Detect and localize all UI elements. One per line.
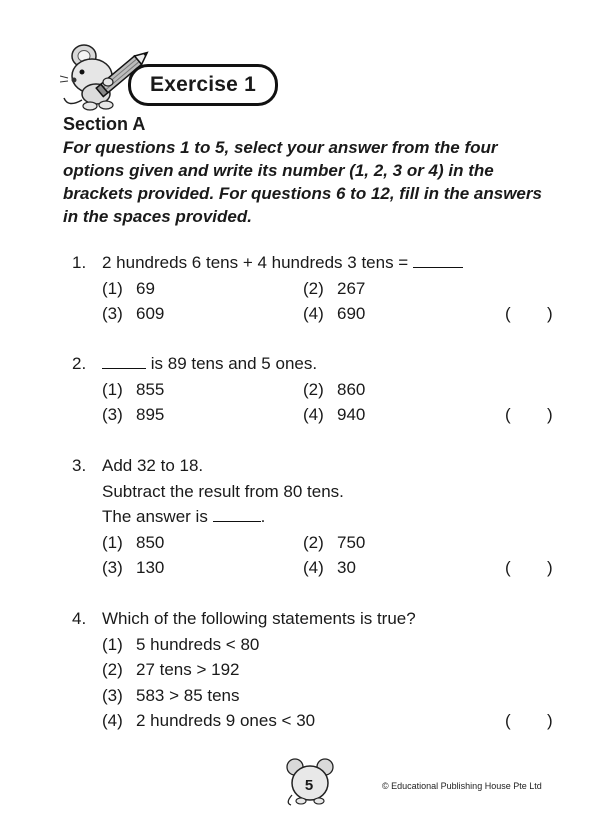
question-4 <box>72 606 562 734</box>
option-number: (3) <box>102 405 123 424</box>
bracket-open: ( <box>505 304 511 323</box>
bracket-open: ( <box>505 558 511 577</box>
option-2 <box>303 276 365 302</box>
option-text: 27 tens > 192 <box>136 660 240 679</box>
option-1 <box>102 276 155 302</box>
question-stem-line-2: Subtract the result from 80 tens. <box>102 481 344 501</box>
option-text: 69 <box>136 278 155 298</box>
option-2 <box>303 377 365 403</box>
question-stem <box>102 351 317 377</box>
option-number: (4) <box>303 558 324 577</box>
option-text: 750 <box>337 532 366 552</box>
question-1 <box>72 250 562 327</box>
option-1 <box>102 530 164 556</box>
question-number: 2. <box>72 354 87 373</box>
option-3 <box>102 402 164 428</box>
exercise-header <box>60 42 280 112</box>
bracket-close: ) <box>547 304 553 323</box>
question-stem-text: The answer is <box>102 507 208 526</box>
bracket-open: ( <box>505 405 511 424</box>
question-stem-line-1: Add 32 to 18. <box>102 456 204 475</box>
option-number: (3) <box>102 304 123 323</box>
question-stem-text: 2 hundreds 6 tens + 4 hundreds 3 tens = <box>102 253 409 272</box>
option-1 <box>102 632 259 658</box>
option-number: (1) <box>102 379 123 399</box>
question-stem-text: is 89 tens and 5 ones. <box>150 354 318 373</box>
option-number: (3) <box>102 558 123 577</box>
option-4 <box>303 301 365 327</box>
option-number: (2) <box>303 278 324 298</box>
section-instructions: For questions 1 to 5, select your answer from the four options given and write its number (1, 2, 3 or 4) in the brackets provided. For questions 6 to 12, fill in the answers in the spaces provided. <box>63 138 542 226</box>
page-number: 5 <box>304 777 314 794</box>
question-stem <box>102 250 463 276</box>
option-number: (4) <box>303 304 324 323</box>
option-2 <box>102 657 240 683</box>
option-text: 30 <box>337 558 356 577</box>
stem-period: . <box>260 507 266 526</box>
option-number: (3) <box>102 685 123 705</box>
option-text: 895 <box>136 405 165 424</box>
exercise-title: Exercise 1 <box>150 73 256 96</box>
answer-blank <box>413 253 463 268</box>
option-3 <box>102 301 164 327</box>
answer-blank <box>213 507 261 522</box>
option-number: (2) <box>303 532 324 552</box>
option-number: (1) <box>102 532 123 552</box>
option-text: 940 <box>337 405 366 424</box>
question-stem-line-3 <box>102 504 265 530</box>
exercise-title-badge <box>128 64 278 106</box>
section-title: Section A <box>63 114 146 134</box>
answer-blank <box>102 354 146 369</box>
option-number: (4) <box>102 711 123 730</box>
option-number: (4) <box>303 405 324 424</box>
bracket-open: ( <box>505 711 511 730</box>
option-text: 583 > 85 tens <box>136 685 240 705</box>
bracket-close: ) <box>547 405 553 424</box>
option-4 <box>102 708 315 734</box>
question-3 <box>72 453 562 581</box>
option-number: (2) <box>303 379 324 399</box>
question-stem: Which of the following statements is true? <box>102 609 416 628</box>
question-2 <box>72 351 562 428</box>
option-text: 609 <box>136 304 165 323</box>
option-3 <box>102 555 164 581</box>
option-text: 690 <box>337 304 366 323</box>
copyright-notice: © Educational Publishing House Pte Ltd <box>382 781 542 791</box>
question-number: 1. <box>72 253 87 272</box>
option-text: 267 <box>337 278 366 298</box>
option-text: 860 <box>337 379 366 399</box>
option-1 <box>102 377 164 403</box>
question-number: 4. <box>72 609 87 628</box>
option-text: 2 hundreds 9 ones < 30 <box>136 711 316 730</box>
option-text: 850 <box>136 532 165 552</box>
option-number: (1) <box>102 278 123 298</box>
option-2 <box>303 530 365 556</box>
option-text: 5 hundreds < 80 <box>136 634 260 654</box>
option-text: 855 <box>136 379 165 399</box>
option-3 <box>102 683 240 709</box>
option-4 <box>303 402 365 428</box>
bracket-close: ) <box>547 711 553 730</box>
page-footer <box>0 755 600 815</box>
option-number: (2) <box>102 660 123 679</box>
question-number: 3. <box>72 456 87 475</box>
option-4 <box>303 555 356 581</box>
bracket-close: ) <box>547 558 553 577</box>
option-number: (1) <box>102 634 123 654</box>
option-text: 130 <box>136 558 165 577</box>
